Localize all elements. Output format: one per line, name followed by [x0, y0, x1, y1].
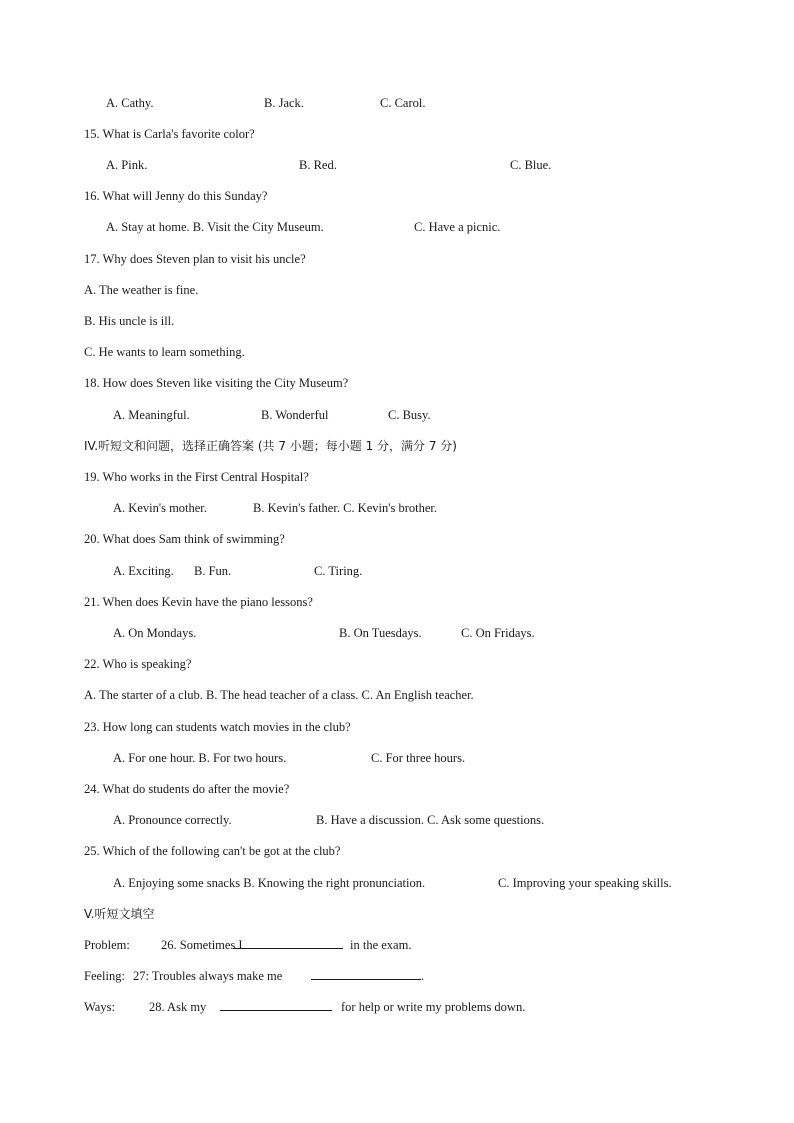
q14-option-c: C. Carol. — [380, 96, 426, 110]
q21-option-b: B. On Tuesdays. — [339, 626, 422, 640]
fill-27-prefix: 27: Troubles always make me — [133, 969, 283, 983]
q17-option-a-line — [0, 280, 794, 300]
q18-option-b: B. Wonderful — [261, 408, 329, 422]
q25-question — [0, 841, 794, 861]
q16-text: 16. What will Jenny do this Sunday? — [84, 189, 268, 203]
q18-option-a: A. Meaningful. — [113, 408, 190, 422]
fill-26-blank[interactable] — [233, 935, 343, 949]
q15-question — [0, 124, 794, 144]
q19-options — [0, 498, 794, 518]
q22-option-abc: A. The starter of a club. B. The head teacher of a class. C. An English teacher. — [84, 688, 474, 702]
fill-28-suffix: for help or write my problems down. — [341, 1000, 526, 1014]
section-5-heading — [0, 904, 794, 924]
q14-option-b: B. Jack. — [264, 96, 304, 110]
q22-question — [0, 654, 794, 674]
q17-question — [0, 249, 794, 269]
q20-option-a: A. Exciting. — [113, 564, 174, 578]
q19-question — [0, 467, 794, 487]
q23-option-ab: A. For one hour. B. For two hours. — [113, 751, 287, 765]
q15-option-c: C. Blue. — [510, 158, 552, 172]
fill-28-row — [0, 997, 794, 1017]
q21-text: 21. When does Kevin have the piano lessons? — [84, 595, 313, 609]
q15-option-b: B. Red. — [299, 158, 337, 172]
q22-text: 22. Who is speaking? — [84, 657, 192, 671]
q21-options — [0, 623, 794, 643]
q17-text: 17. Why does Steven plan to visit his uncle? — [84, 252, 306, 266]
q19-option-a: A. Kevin's mother. — [113, 501, 207, 515]
q18-text: 18. How does Steven like visiting the City Museum? — [84, 376, 349, 390]
q16-option-c: C. Have a picnic. — [414, 220, 501, 234]
q23-text: 23. How long can students watch movies in the club? — [84, 720, 351, 734]
q20-question — [0, 529, 794, 549]
fill-26-label: Problem: — [84, 938, 130, 952]
q21-option-a: A. On Mondays. — [113, 626, 197, 640]
q16-option-ab: A. Stay at home. B. Visit the City Museum. — [106, 220, 324, 234]
q25-options — [0, 873, 794, 893]
q24-text: 24. What do students do after the movie? — [84, 782, 290, 796]
q25-option-ab: A. Enjoying some snacks B. Knowing the right pronunciation. — [113, 876, 426, 890]
fill-27-row — [0, 966, 794, 986]
q19-text: 19. Who works in the First Central Hospital? — [84, 470, 309, 484]
section-4-heading — [0, 436, 794, 456]
q17-option-c-line — [0, 342, 794, 362]
q25-option-c: C. Improving your speaking skills. — [498, 876, 672, 890]
fill-27-blank[interactable] — [311, 966, 421, 980]
section-4-title: IV.听短文和问题，选择正确答案 (共 7 小题；每小题 1 分，满分 7 分) — [84, 439, 457, 453]
q15-options — [0, 155, 794, 175]
q24-option-a: A. Pronounce correctly. — [113, 813, 232, 827]
q15-option-a: A. Pink. — [106, 158, 148, 172]
q20-text: 20. What does Sam think of swimming? — [84, 532, 285, 546]
q16-options — [0, 217, 794, 237]
fill-27-suffix: . — [421, 969, 425, 983]
q23-option-c: C. For three hours. — [371, 751, 466, 765]
fill-26-suffix: in the exam. — [350, 938, 412, 952]
fill-26-prefix: 26. Sometimes I — [161, 938, 243, 952]
q21-option-c: C. On Fridays. — [461, 626, 535, 640]
section-5-title: V.听短文填空 — [84, 907, 155, 921]
q17-option-b: B. His uncle is ill. — [84, 314, 175, 328]
fill-28-prefix: 28. Ask my — [149, 1000, 207, 1014]
q20-options — [0, 561, 794, 581]
fill-27-label: Feeling: — [84, 969, 125, 983]
q22-options — [0, 685, 794, 705]
q25-text: 25. Which of the following can't be got at the club? — [84, 844, 341, 858]
q23-options — [0, 748, 794, 768]
q23-question — [0, 717, 794, 737]
q18-option-c: C. Busy. — [388, 408, 431, 422]
fill-26-row — [0, 935, 794, 955]
q20-option-c: C. Tiring. — [314, 564, 363, 578]
q14-options — [0, 93, 794, 113]
q17-option-b-line — [0, 311, 794, 331]
q17-option-a: A. The weather is fine. — [84, 283, 199, 297]
q24-options — [0, 810, 794, 830]
q17-option-c: C. He wants to learn something. — [84, 345, 245, 359]
q20-option-b: B. Fun. — [194, 564, 232, 578]
q24-question — [0, 779, 794, 799]
q18-question — [0, 373, 794, 393]
q16-question — [0, 186, 794, 206]
q21-question — [0, 592, 794, 612]
q18-options — [0, 405, 794, 425]
q14-option-a: A. Cathy. — [106, 96, 154, 110]
fill-28-blank[interactable] — [220, 997, 332, 1011]
q19-option-bc: B. Kevin's father. C. Kevin's brother. — [253, 501, 437, 515]
q15-text: 15. What is Carla's favorite color? — [84, 127, 255, 141]
q24-option-bc: B. Have a discussion. C. Ask some questions. — [316, 813, 545, 827]
fill-28-label: Ways: — [84, 1000, 115, 1014]
